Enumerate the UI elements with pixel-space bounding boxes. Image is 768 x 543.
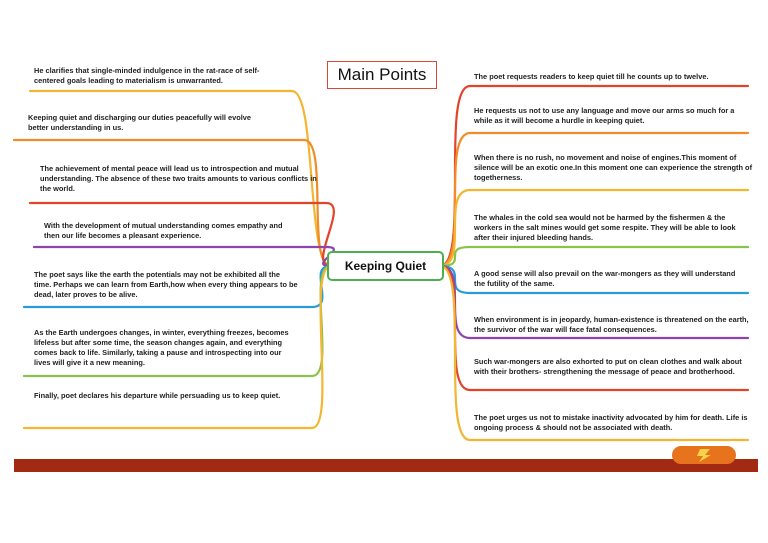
node-text: As the Earth undergoes changes, in winter, everything freezes, becomes lifeless but after some time, the season changes again, and everything comes back to life. Similarly, taking a pause and introspecting into our lives will give it a new meaning. — [34, 328, 289, 367]
left-branch-connector — [312, 266, 331, 428]
node-text: A good sense will also prevail on the war-mongers as they will understand the futility of the same. — [474, 269, 736, 288]
node-text: The poet urges us not to mistake inactivity advocated by him for death. Life is ongoing process & should not be associated with death. — [474, 413, 748, 432]
node-text: With the development of mutual understanding comes empathy and then our life becomes a pleasant experience. — [44, 221, 283, 240]
main-points-title: Main Points — [327, 61, 437, 89]
left-node-7 — [34, 391, 299, 401]
node-text: The whales in the cold sea would not be harmed by the fishermen & the workers in the salt mines would get some respite. They will be able to look after their injured bleeding hands. — [474, 213, 736, 242]
lightning-icon — [672, 446, 736, 464]
right-node-8 — [474, 413, 754, 433]
node-text: The poet says like the earth the potentials may not be exhibited all the time. Perhaps we can learn from Earth,how when every thing appears to be dead, later proves to be alive. — [34, 270, 298, 299]
node-text: Finally, poet declares his departure while persuading us to keep quiet. — [34, 391, 281, 400]
right-node-2 — [474, 106, 739, 126]
left-node-3 — [40, 164, 320, 194]
node-text: He clarifies that single-minded indulgence in the rat-race of self-centered goals leading to materialism is unwarranted. — [34, 66, 260, 85]
right-node-6 — [474, 315, 754, 335]
footer-bar — [14, 459, 758, 472]
node-text: Such war-mongers are also exhorted to put on clean clothes and walk about with their brothers- strengthening the message of peace and brotherhood. — [474, 357, 742, 376]
right-node-3 — [474, 153, 754, 183]
left-node-2 — [28, 113, 268, 133]
left-node-1 — [34, 66, 289, 86]
left-node-6 — [34, 328, 299, 368]
node-text: When there is no rush, no movement and noise of engines.This moment of silence will be an exotic one.In this moment one can experience the strength of togetherness. — [474, 153, 753, 182]
node-text: The poet requests readers to keep quiet till he counts up to twelve. — [474, 72, 709, 81]
node-text: He requests us not to use any language and move our arms so much for a while as it will become a hurdle in keeping quiet. — [474, 106, 735, 125]
left-node-5 — [34, 270, 299, 300]
left-node-4 — [44, 221, 299, 241]
right-node-5 — [474, 269, 739, 289]
node-text: Keeping quiet and discharging our duties peacefully will evolve better understanding in us. — [28, 113, 251, 132]
footer-badge — [672, 446, 736, 464]
node-text: The achievement of mental peace will lead us to introspection and mutual understanding. The absence of these two traits amounts to various conflicts in the world. — [40, 164, 317, 193]
right-node-1 — [474, 72, 754, 82]
right-node-7 — [474, 357, 744, 377]
right-node-4 — [474, 213, 749, 243]
node-text: When environment is in jeopardy, human-existence is threatened on the earth, the survivor of the war will face fatal consequences. — [474, 315, 749, 334]
central-topic: Keeping Quiet — [327, 251, 444, 281]
